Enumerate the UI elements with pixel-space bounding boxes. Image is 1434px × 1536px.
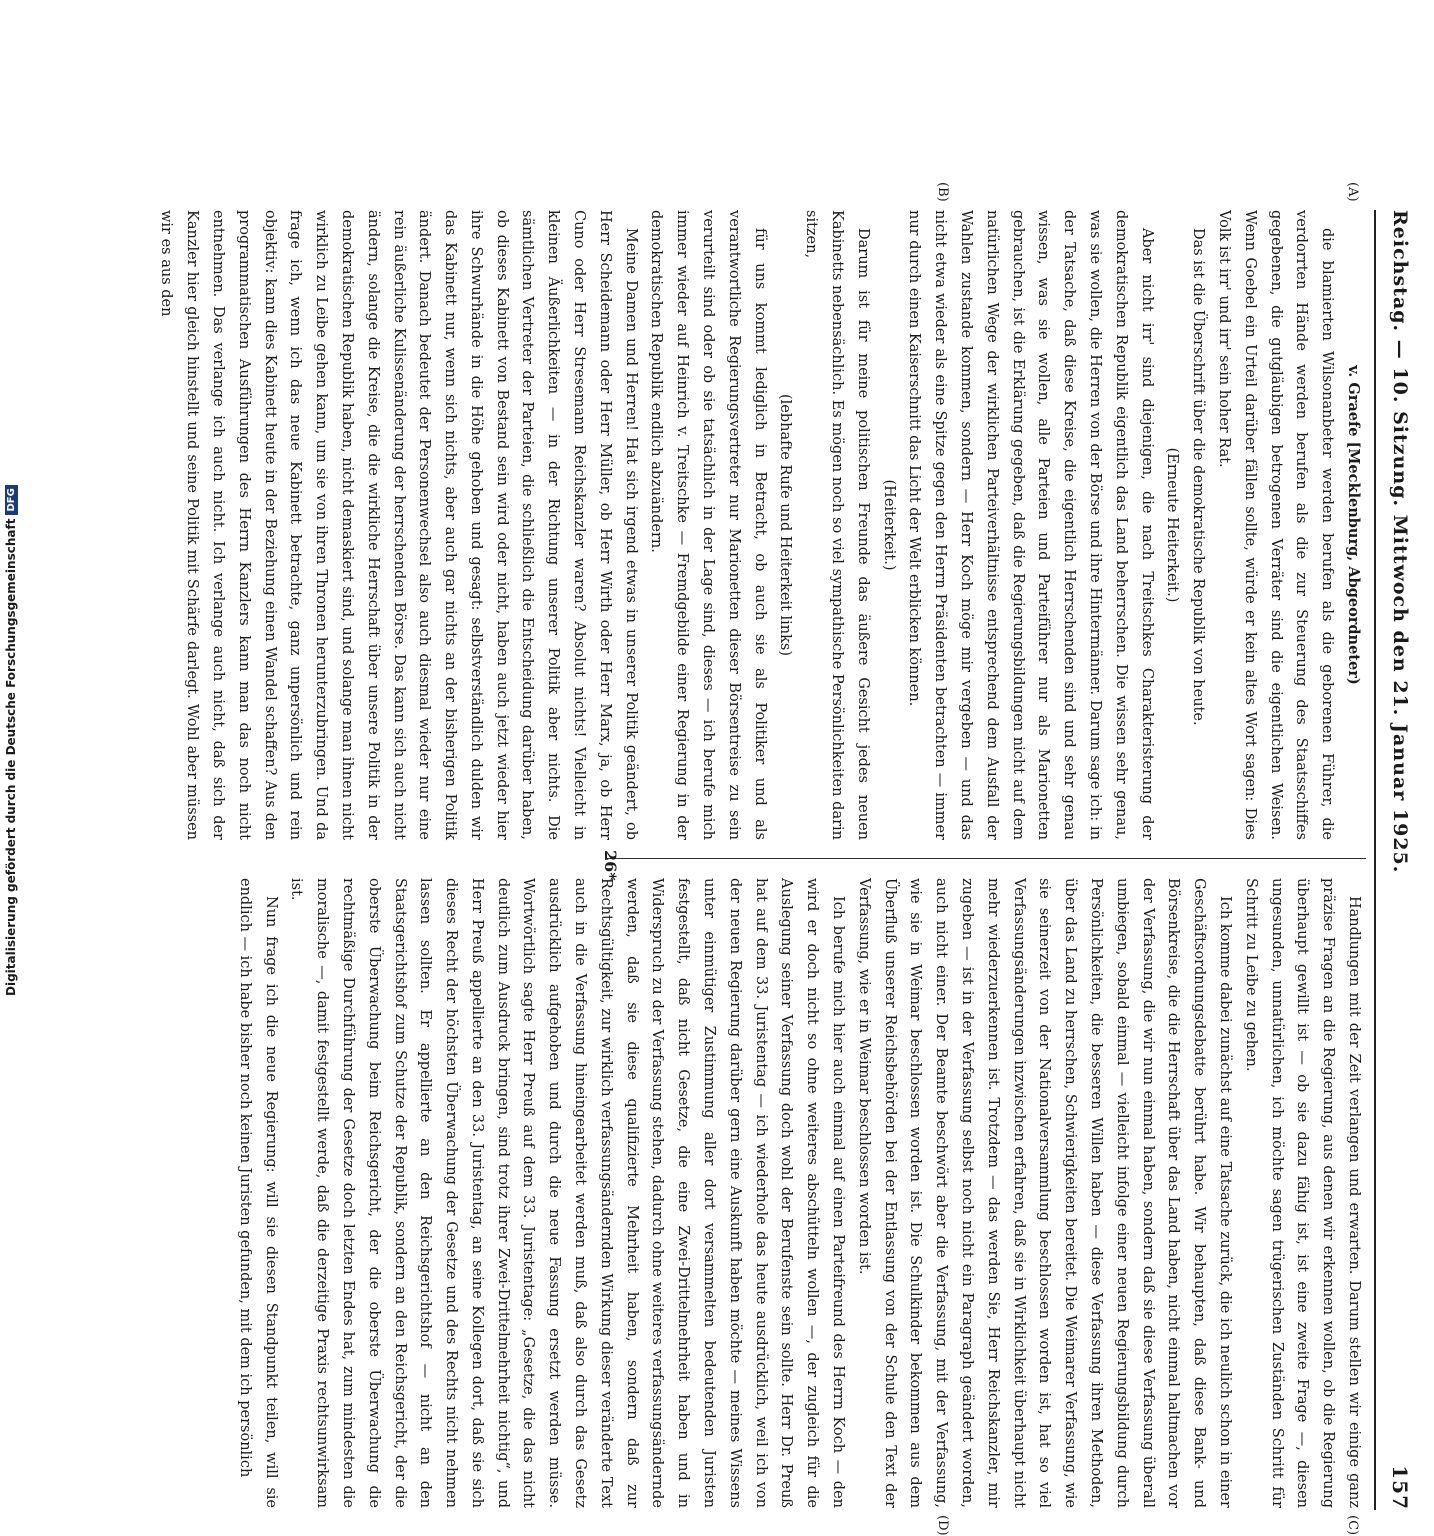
paragraph: Handlungen mit der Zeit verlangen und erwarten. Darum stellen wir einige ganz präzise Fragen an die Regierung, aus denen wir erkennen wollen, ob die Regierung überhaupt gewillt ist — ob sie dazu fähig ist, ist eine zweite Frage —, diesen ungesunden, unnatürlichen, ich möchte sagen trügerischen Zuständen Schritt für Schritt zu Leibe zu gehen.	[1242, 878, 1362, 1508]
paragraph: Ich berufe mich hier auch einmal auf einen Parteifreund des Herrn Koch — den wird er doch nicht so ohne weiteres abschütteln wollen —, der zugleich für die Auslegung seiner Verfassung doch wohl der Berufenste sein sollte. Herr Dr. Preuß hat auf dem 33. Juristentag — ich wiederhole das heute ausdrücklich, weil ich von der neuen Regierung darüber gern eine Auskunft haben möchte — meines Wissens unter einmütiger Zustimmung aller dort versammelten bedeutenden Juristen festgestellt, daß nicht Gesetze, die eine Zwei-Drittelmehrheit haben und in Widerspruch zu der Verfassung stehen, dadurch ohne weiteres verfassungsändernde werden, daß sie diese qualifizierte Mehrheit haben, sondern daß zur Rechtsgültigkeit, zur wirklich verfassungsändernden Wirkung dieser veränderte Text auch in die Verfassung hineingearbeitet werden muß, daß also durch das Gesetz ausdrücklich aufgehoben und durch die neue Fassung ersetzt werden müsse. Wortwörtlich sagte Herr Preuß auf dem 33. Juristentage: „Gesetze, die das nicht deutlich zum Ausdruck bringen, sind trotz ihrer Zwei-Drittelmehrheit nichtig“, und Herr Preuß appellierte an den 33. Juristentag, an seine Kollegen dort, daß sie sich dieses Recht der höchsten Überwachung der Gesetze und des Rechts nicht nehmen lassen sollten. Er appellierte an den Reichsgerichtshof — nicht an den Staatsgerichtshof zum Schutze der Republik, sondern an den Reichsgericht, der die oberste Überwachung beim Reichsgericht, der die oberste Überwachung die rechtmäßige Durchführung der Gesetze doch letzten Endes hat, zum mindesten die moralische —, damit festgestellt werde, daß die derzeitige Praxis rechtsunwirksam ist.	[288, 878, 847, 1508]
digitization-credit	[0, 0, 22, 996]
paragraph: die blamierten Wilsonanbeter werden berufen als die geborenen Führer, die verdorrten Hände werden berufen als die zur Steuerung des Staatsschiffes gegebenen, die gutgläubigen betrogenen Verräter sind die eigentlichen Weisen. Wenn Goebel ein Urteil darüber fällen sollte, würde er kein altes Wort sagen: Dies Volk ist irr' und irr' sein hoher Rat.	[1216, 210, 1336, 840]
margin-marker-a: (A)	[1345, 182, 1360, 202]
interjection: (Erneute Heiterkeit.)	[1164, 447, 1181, 603]
paragraph: Ich komme dabei zunächst auf eine Tatsache zurück, die ich neulich schon in einer Geschäftsordnungsdebatte berührt habe. Wir behaupten, daß diese Bank- und Börsenkreise, die die Herrschaft über das Land haben, nicht einmal haltmachen vor der Verfassung, die wir nun einmal haben, sondern daß sie diese Verfassung überall umbiegen, sobald einmal — vielleicht infolge einer neuen Regierungsbildung durch Persönlichkeiten, die besseren Willen haben — diese Verfassung ihren Methoden, über das Land zu herrschen, Schwierigkeiten bereitet. Die Weimarer Verfassung, wie sie seinerzeit von der Nationalversammlung beschlossen worden ist, hat so viel Verfassungsänderungen inzwischen erfahren, daß sie in Wirklichkeit überhaupt nicht mehr wiederzuerkennen ist. Trotzdem — das werden Sie, Herr Reichskanzler, mir zugeben — ist in der Verfassung selbst noch nicht ein Paragraph geändert worden, auch nicht einer. Der Beamte beschwört aber die Verfassung, mit der Verfassung, wie sie in Weimar beschlossen worden ist. Die Schulkinder bekommen aus dem Überfluß unserer Reichsbehörden bei der Entlassung von der Schule den Text der Verfassung, wie er in Weimar beschlossen worden ist.	[855, 878, 1234, 1508]
paragraph: Darum ist für meine politischen Freunde das äußere Gesicht jedes neuen Kabinetts nebensächlich. Es mögen noch so viel sympathische Persönlichkeiten darin sitzen,	[803, 210, 871, 840]
speaker-line: v. Graefe [Mecklenburg, Abgeordneter)	[1345, 365, 1362, 685]
paragraph: Aber nicht irr' sind diejenigen, die nach Treitschkes Charakteristerung der demokratischen Republik eigentlich das Land beherrschen. Die wissen sehr genau, was sie wollen, die Herren von der Börse und ihre Hintermänner. Darum sage ich: in der Tatsache, daß diese Kreise, die eigentlich Herrschenden sind und sehr genau wissen, was sie wollen, alle Parteien und Parteiführer nur als Marionetten gebrauchen, ist die Erklärung gegeben, daß die Regierungsbildungen nicht auf dem natürlichen Wege der wirklichen Parteiverhältnisse entsprechend dem Ausfall der Wahlen zustande kommen, sondern — Herr Koch möge mir vergeben — und das nicht etwa wieder als eine Spitze gegen den Herrn Präsidenten betrachten — immer nur durch einen Kaiserschnitt das Licht der Welt erblicken können.	[906, 210, 1155, 840]
header-rule	[1374, 210, 1376, 1510]
margin-marker-b: (B)	[935, 182, 950, 202]
right-column	[231, 878, 1366, 1508]
header-title: Reichstag. — 10. Sitzung. Mittwoch den 21. Januar 1925.	[1389, 210, 1411, 874]
paragraph: Meine Damen und Herren! Hat sich irgend etwas in unserer Politik geändert, ob Herr Scheidemann oder Herr Müller, ob Herr Wirth oder Herr Marx, ja, ob Herr Cuno oder Herr Stresemann Reichskanzler waren? Absolut nichts! Vielleicht in kleinen Äußerlichkeiten — in der Richtung unserer Politik aber nichts. Die sämtlichen Vertreter der Parteien, die schließlich die Entscheidung darüber haben, ob dieses Kabinett von Bestand sein wird oder nicht, haben auch jetzt wieder hier ihre Schwurhände in die Höhe gehoben und gesagt: selbstverständlich dulden wir das Kabinett nur, wenn sich nichts, aber auch gar nichts an der bisherigen Politik ändert. Danach bedeutet der Personenwechsel also auch diesmal wieder nur eine rein äußerliche Kulissenänderung der herrschenden Börse. Das kann sich auch nicht ändern, solange die Kreise, die die wirkliche Herrschaft über unsere Politik in der demokratischen Republik haben, nicht demaskiert sind, und solange man ihnen nicht wirklich zu Leibe gehen kann, um sie von ihren Thronen herunterzubringen. Und da frage ich, wenn ich das neue Kabinett betrachte, ganz unpersönlich und rein objektiv: kann dies Kabinett heute in der Beziehung einen Wandel schaffen? Aus den programmatischen Ausführungen des Herrn Kanzlers kann man das noch nicht entnehmen. Das verlange ich auch nicht. Ich verlange auch nicht, daß sich der Kanzler hier gleich hinstellt und seine Politik mit Schärfe darlegt. Wohl aber müssen wir es aus den	[158, 210, 639, 840]
margin-marker-c: (C)	[1345, 1515, 1360, 1536]
page-header	[1380, 210, 1420, 1510]
interjection: (Heiterkeit.)	[880, 479, 897, 571]
paragraph: Nun frage ich die neue Regierung: will sie diesen Standpunkt teilen, will sie endlich — ich habe bisher noch keinen Juristen gefunden, mit dem ich persönlich	[236, 878, 279, 1508]
page-number: 157	[1388, 1465, 1412, 1510]
credit-text: Digitalisierung gefördert durch die Deutsche Forschungsgemeinschaft	[4, 518, 18, 996]
dfg-logo: DFG	[5, 485, 18, 514]
column-separator	[606, 858, 1366, 859]
page-content	[60, 182, 1420, 1536]
left-column	[153, 210, 1366, 840]
interjection: (lebhafte Rufe und Heiterkeit links)	[777, 393, 794, 657]
rotated-page	[60, 182, 1420, 1536]
margin-marker-d: (D)	[935, 1515, 950, 1536]
paragraph: für uns kommt lediglich in Betracht, ob auch sie als Politiker und als verantwortliche Regierungsvertreter nur Marionetten dieser Börsentreise zu sein verurteilt sind oder ob sie tatsächlich in der Lage sind, dieses — ich berufe mich immer wieder auf Heinrich v. Treitschke — Fremdgebilde einer Regierung in der demokratischen Republik endlich abzuändern.	[648, 210, 768, 840]
paragraph: Das ist die Überschrift über die demokratische Republik von heute.	[1190, 228, 1207, 726]
signature-mark: 26*	[601, 850, 620, 881]
